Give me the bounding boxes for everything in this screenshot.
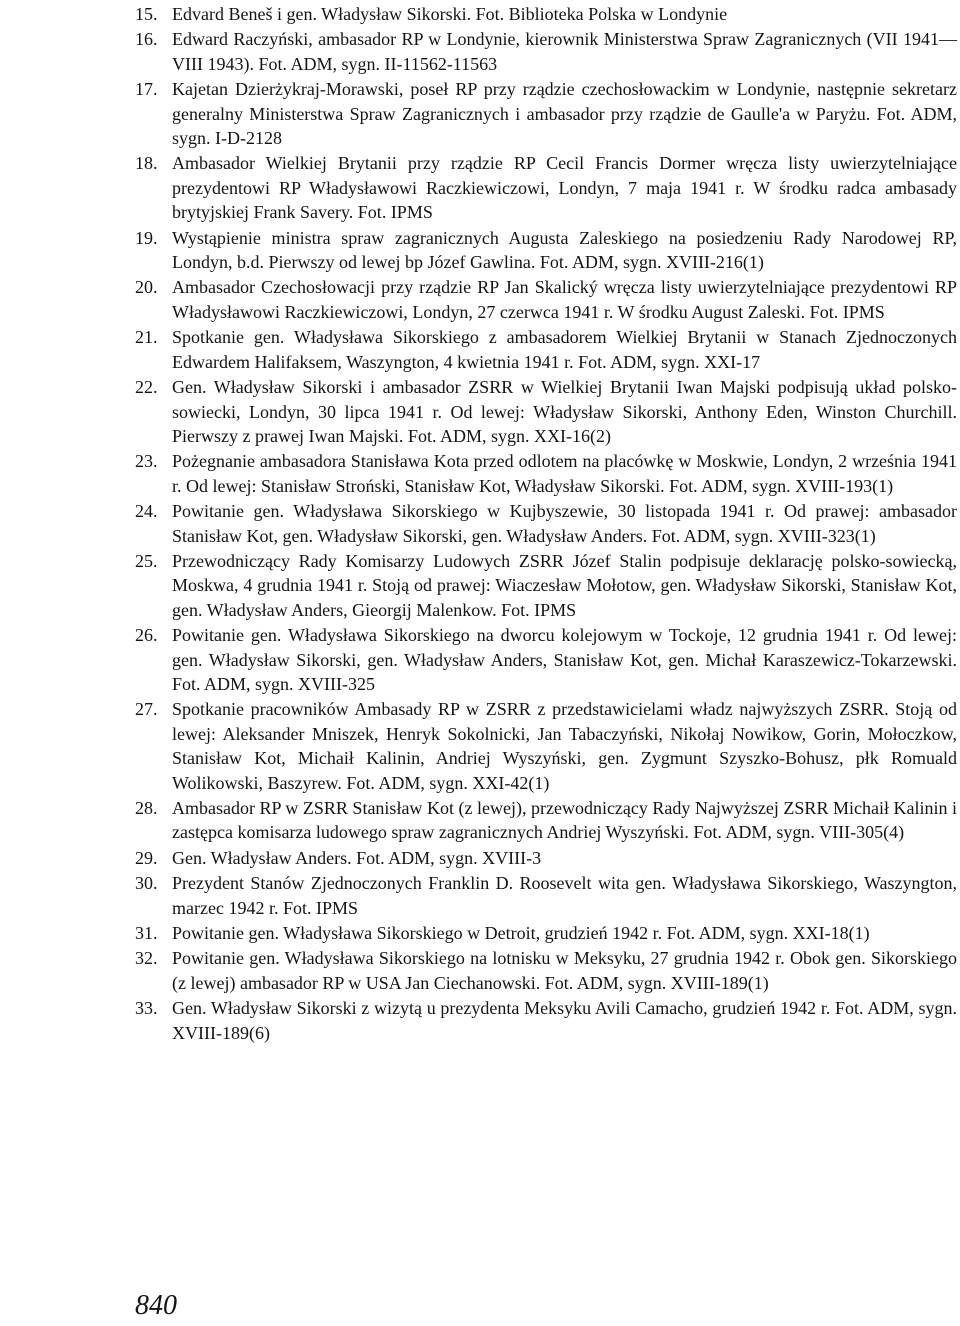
caption-item [135,2,957,26]
caption-number: 33. [135,998,158,1019]
caption-item [135,697,957,795]
caption-item [135,151,957,224]
caption-number: 22. [135,377,158,398]
caption-item [135,946,957,995]
caption-text: Wystąpienie ministra spraw zagranicznych Augusta Zaleskiego na posiedzeniu Rady Narodowej RP, Londyn, b.d. Pierwszy od lewej bp Józef Gawlina. Fot. ADM, sygn. XVIII-216(1) [172,227,957,273]
caption-text: Powitanie gen. Władysława Sikorskiego na dworcu kolejowym w Tockoje, 12 grudnia 1941 r. Od lewej: gen. Władysław Sikorski, gen. Władysław Anders, Stanisław Kot, gen. Michał Karaszewicz-Tokarzewski. Fot. ADM, sygn. XVIII-325 [172,625,957,694]
caption-text: Ambasador Wielkiej Brytanii przy rządzie RP Cecil Francis Dormer wręcza listy uwierzytelniające prezydentowi RP Władysławowi Raczkiewiczowi, Londyn, 7 maja 1941 r. W środku radca ambasady brytyjskiej Frank Savery. Fot. IPMS [172,153,957,223]
caption-text: Pożegnanie ambasadora Stanisława Kota przed odlotem na placówkę w Moskwie, Londyn, 2 września 1941 r. Od lewej: Stanisław Stroński, Stanisław Kot, Władysław Sikorski. Fot. ADM, sygn. XVIII-193(1) [172,451,957,496]
caption-item [135,325,957,374]
caption-text: Przewodniczący Rady Komisarzy Ludowych ZSRR Józef Stalin podpisuje deklarację polsko-sowiecką, Moskwa, 4 grudnia 1941 r. Stoją od prawej: Wiaczesław Mołotow, gen. Władysław Sikorski, Stanisław Kot, gen. Władysław Anders, Gieorgij Malenkow. Fot. IPMS [172,550,957,620]
caption-text: Ambasador Czechosłowacji przy rządzie RP Jan Skalický wręcza listy uwierzytelniające prezydentowi RP Władysławowi Raczkiewiczowi, Londyn, 27 czerwca 1941 r. W środku August Zaleski. Fot. IPMS [172,277,957,322]
caption-number: 25. [135,550,158,571]
caption-text: Spotkanie gen. Władysława Sikorskiego z ambasadorem Wielkiej Brytanii w Stanach Zjednoczonych Edwardem Halifaksem, Waszyngton, 4 kwietnia 1941 r. Fot. ADM, sygn. XXI-17 [172,327,957,372]
caption-number: 30. [135,873,158,894]
caption-number: 27. [135,699,158,720]
caption-item [135,375,957,448]
caption-item [135,871,957,920]
caption-text: Edward Raczyński, ambasador RP w Londynie, kierownik Ministerstwa Spraw Zagranicznych (VII 1941—VIII 1943). Fot. ADM, sygn. II-11562-11563 [172,29,957,74]
page-number: 840 [135,1290,177,1321]
caption-item [135,796,957,845]
caption-item [135,275,957,324]
caption-item [135,499,957,548]
caption-text: Spotkanie pracowników Ambasady RP w ZSRR z przedstawicielami władz najwyższych ZSRR. Stoją od lewej: Aleksander Mniszek, Henryk Sokolnicki, Jan Tabaczyński, Nikołaj Nowikow, Gorin, Mołoczkow, Stanisław Kot, Michaił Kalinin, Andriej Wyszyński, gen. Zygmunt Szyszko-Bohusz, płk Romuald Wolikowski, Baszyrew. Fot. ADM, sygn. XXI-42(1) [172,699,957,793]
caption-number: 32. [135,948,158,969]
caption-number: 28. [135,798,158,818]
caption-item [135,549,957,622]
caption-text: Ambasador RP w ZSRR Stanisław Kot (z lewej), przewodniczący Rady Najwyższej ZSRR Michaił Kalinin i zastępca komisarza ludowego spraw zagranicznych Andriej Wyszyński. Fot. ADM, sygn. VIII-305(4) [172,798,957,843]
caption-item [135,449,957,498]
caption-text: Powitanie gen. Władysława Sikorskiego w Kujbyszewie, 30 listopada 1941 r. Od prawej: ambasador Stanisław Kot, gen. Władysław Sikorski, gen. Władysław Anders. Fot. ADM, sygn. XVIII-323(1) [172,501,957,546]
caption-text: Gen. Władysław Sikorski z wizytą u prezydenta Meksyku Avili Camacho, grudzień 1942 r. Fot. ADM, sygn. XVIII-189(6) [172,998,957,1043]
caption-number: 26. [135,625,158,646]
photo-caption-list [135,2,957,1046]
caption-item [135,846,957,870]
caption-item [135,226,957,275]
caption-number: 18. [135,153,158,174]
caption-number: 20. [135,277,158,298]
caption-item [135,623,957,696]
caption-text: Prezydent Stanów Zjednoczonych Franklin D. Roosevelt wita gen. Władysława Sikorskiego, Waszyngton, marzec 1942 r. Fot. IPMS [172,873,957,918]
caption-number: 17. [135,79,158,100]
caption-number: 21. [135,327,158,348]
caption-text: Edvard Beneš i gen. Władysław Sikorski. Fot. Biblioteka Polska w Londynie [172,4,728,24]
caption-number: 29. [135,847,158,868]
caption-number: 23. [135,451,158,472]
caption-item [135,996,957,1045]
caption-text: Gen. Władysław Anders. Fot. ADM, sygn. XVIII-3 [172,847,542,868]
caption-number: 19. [135,227,158,248]
caption-text: Powitanie gen. Władysława Sikorskiego na lotnisku w Meksyku, 27 grudnia 1942 r. Obok gen. Sikorskiego (z lewej) ambasador RP w USA Jan Ciechanowski. Fot. ADM, sygn. XVIII-189(1) [172,948,957,993]
caption-text: Gen. Władysław Sikorski i ambasador ZSRR w Wielkiej Brytanii Iwan Majski podpisują układ polsko-sowiecki, Londyn, 30 lipca 1941 r. Od lewej: Władysław Sikorski, Anthony Eden, Winston Churchill. Pierwszy z prawej Iwan Majski. Fot. ADM, sygn. XXI-16(2) [172,377,957,446]
caption-item [135,921,957,945]
caption-text: Powitanie gen. Władysława Sikorskiego w Detroit, grudzień 1942 r. Fot. ADM, sygn. XXI-18(1) [172,923,870,944]
caption-number: 24. [135,501,158,522]
caption-item [135,77,957,150]
caption-text: Kajetan Dzierżykraj-Morawski, poseł RP przy rządzie czechosłowackim w Londynie, następnie sekretarz generalny Ministerstwa Spraw Zagranicznych i ambasador przy rządzie de Gaulle'a w Paryżu. Fot. ADM, sygn. I-D-2128 [172,79,957,149]
caption-number: 15. [135,4,158,24]
caption-number: 16. [135,29,158,50]
caption-number: 31. [135,923,158,944]
caption-item [135,27,957,76]
